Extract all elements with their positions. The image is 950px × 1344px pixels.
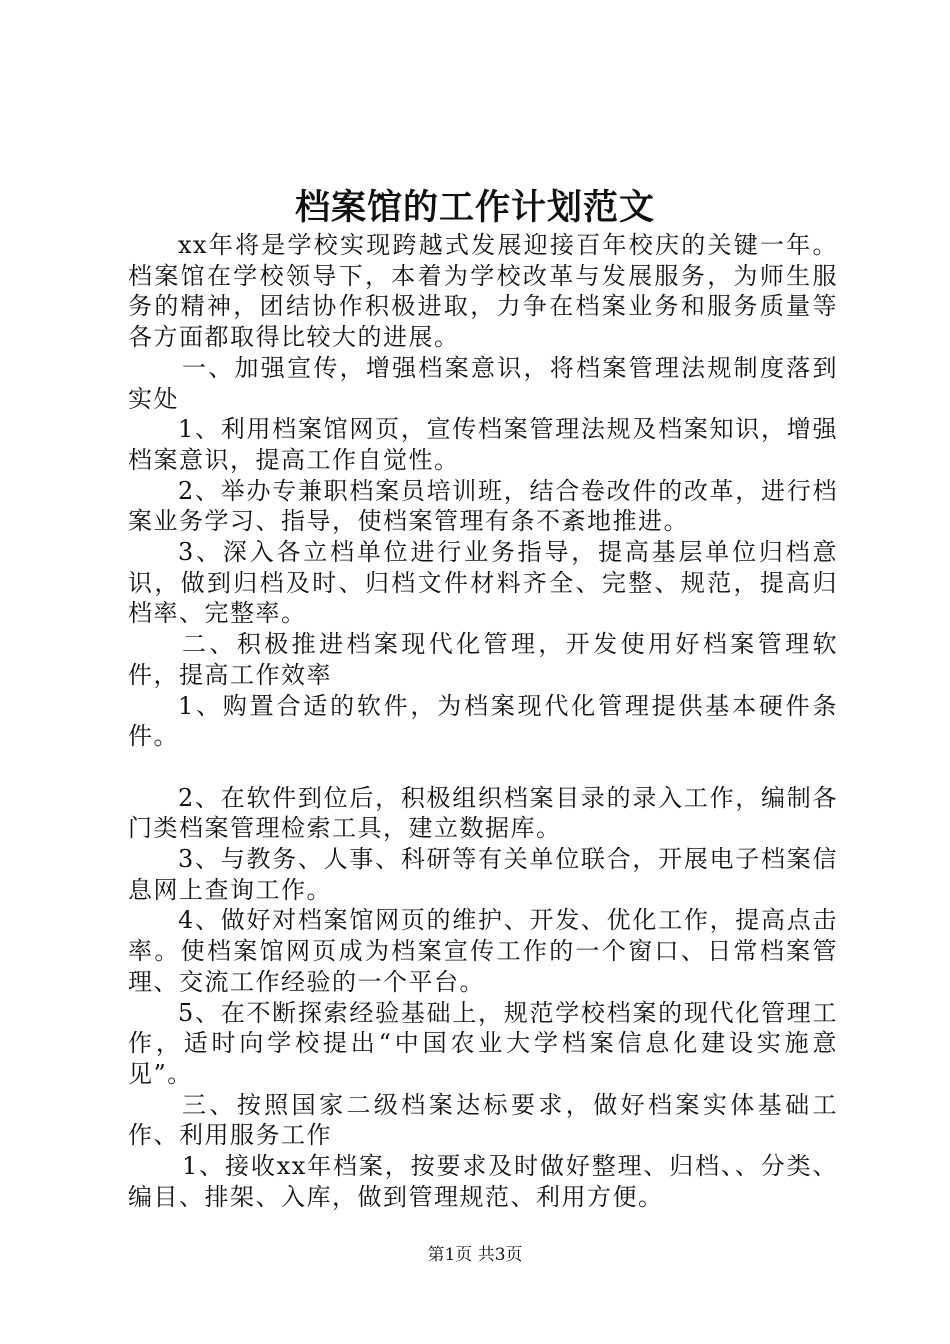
list-item: 1、购置合适的软件，为档案现代化管理提供基本硬件条件。: [128, 691, 838, 751]
list-item: 5、在不断探索经验基础上，规范学校档案的现代化管理工作，适时向学校提出“中国农业大学档案信息化建设实施意见”。: [128, 998, 838, 1088]
section-heading-1: 一、加强宣传，增强档案意识，将档案管理法规制度落到实处: [128, 353, 838, 413]
page-footer: 第1页 共3页: [427, 1245, 523, 1265]
list-item: 1、利用档案馆网页，宣传档案管理法规及档案知识，增强档案意识，提高工作自觉性。: [128, 415, 838, 474]
document-body: [128, 230, 838, 1212]
list-item: 2、举办专兼职档案员培训班，结合卷改件的改革，进行档案业务学习、指导，使档案管理有条不紊地推进。: [128, 476, 838, 536]
section-heading-3: 三、按照国家二级档案达标要求，做好档案实体基础工作、利用服务工作: [128, 1090, 838, 1150]
intro-paragraph: xx年将是学校实现跨越式发展迎接百年校庆的关键一年。档案馆在学校领导下，本着为学校改革与发展服务，为师生服务的精神，团结协作积极进取，力争在档案业务和服务质量等各方面都取得比较大的进展。: [128, 231, 838, 352]
blank-line: [128, 752, 838, 783]
list-item: 2、在软件到位后，积极组织档案目录的录入工作，编制各门类档案管理检索工具，建立数据库。: [128, 783, 838, 843]
section-heading-2: 二、积极推进档案现代化管理，开发使用好档案管理软件，提高工作效率: [128, 630, 838, 689]
document-title: 档案馆的工作计划范文: [294, 187, 655, 228]
list-item: 4、做好对档案馆网页的维护、开发、优化工作，提高点击率。使档案馆网页成为档案宣传工作的一个窗口、日常档案管理、交流工作经验的一个平台。: [128, 906, 838, 996]
list-item: 1、接收xx年档案，按要求及时做好整理、归档、、分类、编目、排架、入库，做到管理规范、利用方便。: [128, 1152, 838, 1211]
list-item: 3、与教务、人事、科研等有关单位联合，开展电子档案信息网上查询工作。: [128, 845, 838, 904]
list-item: 3、深入各立档单位进行业务指导，提高基层单位归档意识，做到归档及时、归档文件材料齐全、完整、规范，提高归档率、完整率。: [128, 538, 838, 628]
